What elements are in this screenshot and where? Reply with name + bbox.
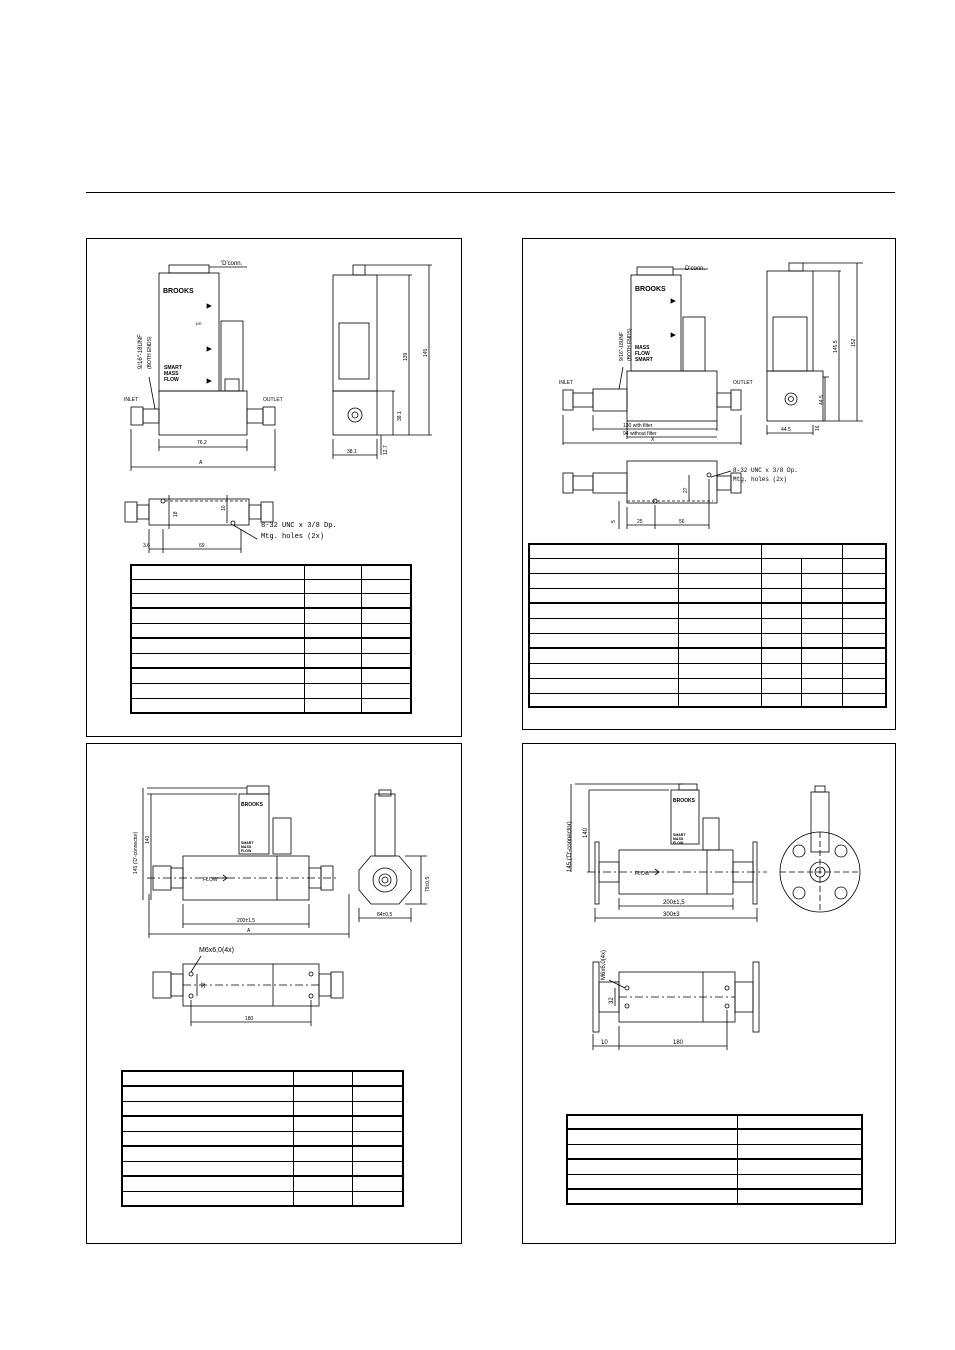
dim-44-horizontal: 44.5 [781,427,791,433]
dim-152: 152 [851,338,857,347]
dim-5: 5 [611,520,617,523]
note-2: Mtg. holes (2x) [733,476,788,483]
spec-table-top-right [528,543,887,708]
dim-18: 18 [173,511,179,517]
dim-145: 145 ('D'-connector) [133,831,139,874]
dim-27: 27 [683,487,689,493]
spec-table-bottom-right [566,1114,863,1205]
brand-logo: BROOKS [163,288,194,295]
drawing-panel-top-left [86,238,462,737]
dim-69: 69 [199,543,205,549]
front-text-1: SMART [241,841,254,845]
front-text-2: FLOW [635,351,650,357]
front-text-2: MASS [164,371,179,377]
label-outlet: OUTLET [733,380,753,386]
front-text-3: SMART [635,357,653,363]
dim-94: 94 without filter [623,431,657,437]
label-thread-2: (BOTH ENDS) [627,328,633,361]
dim-200: 200±1,5 [663,900,685,906]
label-inlet: INLET [559,380,574,386]
note-2: Mtg. holes (2x) [261,533,325,541]
dim-44-vertical: 44.5 [819,395,825,405]
dim-76: 76.2 [197,440,207,446]
label-m6: M6x6,0(4x) [601,949,607,980]
label-conn: D'conn. [685,266,706,272]
spec-table-top-left [130,564,412,714]
dim-x: X [651,437,655,443]
drawing-panel-bottom-right [522,743,896,1244]
label-m6: M6x6,0(4x) [199,947,235,954]
flow-label: FLOW [203,877,218,883]
dim-130: 130 with filter [623,423,653,429]
drawing-panel-top-right [522,238,896,730]
dim-180: 180 [245,1016,254,1022]
spec-table-bottom-left [121,1070,404,1207]
dim-10: 10 [601,1040,608,1046]
dim-a: A [199,460,203,466]
note-1: 8-32 UNC x 3/8 Dp. [261,522,337,530]
dim-16: 16 [815,425,821,431]
brand-logo: BROOKS [673,798,695,804]
drawing-panel-bottom-left [86,743,462,1244]
dim-a: A [247,928,251,934]
front-text-3: FLOW [673,841,684,845]
dim-140: 140 [145,835,151,844]
label-thread-2: (BOTH ENDS) [147,336,153,369]
dim-56: 56 [679,519,685,525]
dim-200: 200±1,5 [237,918,256,924]
brand-logo: BROOKS [635,286,666,293]
small-mark: 1/8" [195,321,202,326]
dim-38-vertical: 38.1 [397,411,403,421]
note-1: 8-32 UNC x 3/8 Dp. [733,467,798,474]
front-text-1: MASS [635,345,650,351]
label-conn: 'D'conn. [221,261,243,267]
front-text-1: SMART [164,365,182,371]
label-inlet: INLET [124,397,139,403]
brand-logo: BROOKS [241,802,263,808]
dim-300: 300±3 [663,912,680,918]
label-outlet: OUTLET [263,397,283,403]
front-text-3: FLOW [164,377,179,383]
front-text-2: MASS [673,837,684,841]
dim-180: 180 [673,1040,684,1046]
dim-32: 32 [609,997,615,1004]
dim-145: 145 [423,348,429,357]
label-thread: 9/16"-18UNF [619,331,625,361]
dim-145: 145.5 [833,340,839,353]
dim-84: 84±0,5 [377,912,393,918]
label-thread: 9/16"-18UNF [138,334,144,369]
dim-140: 140 [583,827,589,838]
front-text-2: MASS [241,845,252,849]
front-text-1: SMART [673,833,686,837]
header-rule [86,192,895,193]
dim-145: 145 ('D'-connector) [567,821,573,872]
dim-12-7: 12.7 [383,445,389,455]
dim-38-horizontal: 38.1 [347,449,357,455]
dim-3-6: 3.6 [143,543,150,549]
dim-139: 139 [403,352,409,361]
dim-32: 32 [201,982,207,988]
dim-10: 10 [221,505,227,511]
front-text-3: FLOW [241,849,252,853]
dim-79: 79±0,5 [425,876,431,892]
flow-label: FLOW [635,871,650,877]
dim-25: 25 [637,519,643,525]
